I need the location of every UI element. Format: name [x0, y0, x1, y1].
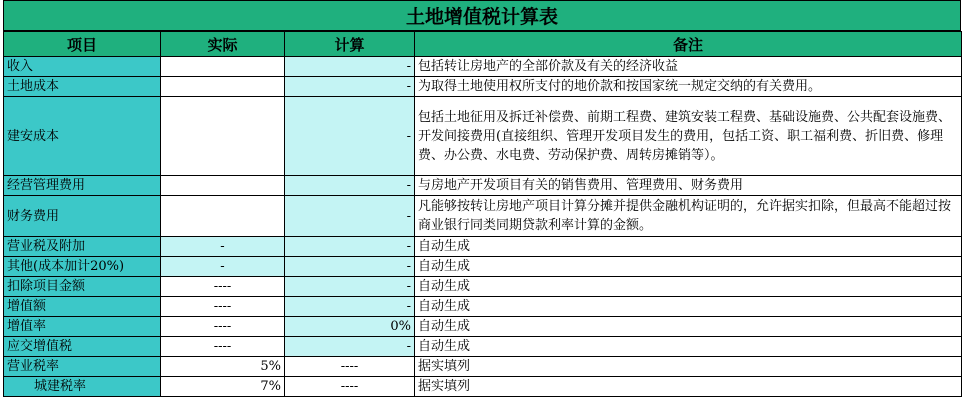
actual-cell[interactable]: 7% — [161, 377, 285, 397]
item-cell[interactable]: 应交增值税 — [4, 337, 161, 357]
item-cell[interactable]: 土地成本 — [4, 77, 161, 97]
item-cell[interactable]: 其他(成本加计20%) — [4, 257, 161, 277]
table-row — [4, 257, 962, 277]
note-cell[interactable]: 包括转让房地产的全部价款及有关的经济收益 — [415, 57, 962, 77]
header-item: 项目 — [4, 32, 161, 57]
table-row — [4, 97, 962, 176]
calc-cell[interactable]: ---- — [285, 357, 415, 377]
actual-cell[interactable]: 5% — [161, 357, 285, 377]
table-row — [4, 277, 962, 297]
calc-cell[interactable]: 0% — [285, 317, 415, 337]
calc-cell[interactable]: - — [285, 257, 415, 277]
item-cell[interactable]: 增值率 — [4, 317, 161, 337]
note-cell[interactable]: 与房地产开发项目有关的销售费用、管理费用、财务费用 — [415, 176, 962, 196]
sheet-title: 土地增值税计算表 — [3, 0, 961, 31]
calc-cell[interactable]: ---- — [285, 377, 415, 397]
actual-cell[interactable] — [161, 77, 285, 97]
header-actual: 实际 — [161, 32, 285, 57]
item-cell[interactable]: 城建税率 — [4, 377, 161, 397]
item-cell[interactable]: 经营管理费用 — [4, 176, 161, 196]
note-cell[interactable]: 自动生成 — [415, 337, 962, 357]
table-row — [4, 57, 962, 77]
actual-cell[interactable] — [161, 176, 285, 196]
calc-cell[interactable]: - — [285, 57, 415, 77]
table-row — [4, 317, 962, 337]
note-cell[interactable]: 自动生成 — [415, 277, 962, 297]
actual-cell[interactable]: ---- — [161, 317, 285, 337]
item-cell[interactable]: 增值额 — [4, 297, 161, 317]
table-row — [4, 196, 962, 237]
actual-cell[interactable] — [161, 196, 285, 237]
note-cell[interactable]: 自动生成 — [415, 257, 962, 277]
calc-cell[interactable]: - — [285, 77, 415, 97]
item-cell[interactable]: 财务费用 — [4, 196, 161, 237]
note-cell[interactable]: 包括土地征用及拆迁补偿费、前期工程费、建筑安装工程费、基础设施费、公共配套设施费、开发间接费用(直接组织、管理开发项目发生的费用，包括工资、职工福利费、折旧费、修理费、办公费、水电费、劳动保护费、周转房摊销等）。 — [415, 97, 962, 176]
note-cell[interactable]: 据实填列 — [415, 377, 962, 397]
calc-cell[interactable]: - — [285, 237, 415, 257]
actual-cell[interactable]: ---- — [161, 337, 285, 357]
item-cell[interactable]: 收入 — [4, 57, 161, 77]
actual-cell[interactable] — [161, 57, 285, 77]
header-calc: 计算 — [285, 32, 415, 57]
table-row — [4, 377, 962, 397]
actual-cell[interactable]: - — [161, 257, 285, 277]
actual-cell[interactable]: - — [161, 237, 285, 257]
calc-cell[interactable]: - — [285, 196, 415, 237]
item-cell[interactable]: 营业税及附加 — [4, 237, 161, 257]
calc-table — [3, 31, 962, 397]
table-row — [4, 297, 962, 317]
item-cell[interactable]: 建安成本 — [4, 97, 161, 176]
calc-cell[interactable]: - — [285, 97, 415, 176]
table-row — [4, 176, 962, 196]
note-cell[interactable]: 自动生成 — [415, 237, 962, 257]
calc-cell[interactable]: - — [285, 337, 415, 357]
item-cell[interactable]: 扣除项目金额 — [4, 277, 161, 297]
note-cell[interactable]: 自动生成 — [415, 317, 962, 337]
note-cell[interactable]: 为取得土地使用权所支付的地价款和按国家统一规定交纳的有关费用。 — [415, 77, 962, 97]
calc-cell[interactable]: - — [285, 277, 415, 297]
item-cell[interactable]: 营业税率 — [4, 357, 161, 377]
calc-cell[interactable]: - — [285, 297, 415, 317]
table-row — [4, 357, 962, 377]
note-cell[interactable]: 据实填列 — [415, 357, 962, 377]
note-cell[interactable]: 凡能够按转让房地产项目计算分摊并提供金融机构证明的，允许据实扣除，但最高不能超过按商业银行同类同期贷款利率计算的金额。 — [415, 196, 962, 237]
header-note: 备注 — [415, 32, 962, 57]
actual-cell[interactable]: ---- — [161, 277, 285, 297]
actual-cell[interactable] — [161, 97, 285, 176]
actual-cell[interactable]: ---- — [161, 297, 285, 317]
calc-cell[interactable]: - — [285, 176, 415, 196]
table-row — [4, 237, 962, 257]
table-row — [4, 77, 962, 97]
table-row — [4, 337, 962, 357]
note-cell[interactable]: 自动生成 — [415, 297, 962, 317]
